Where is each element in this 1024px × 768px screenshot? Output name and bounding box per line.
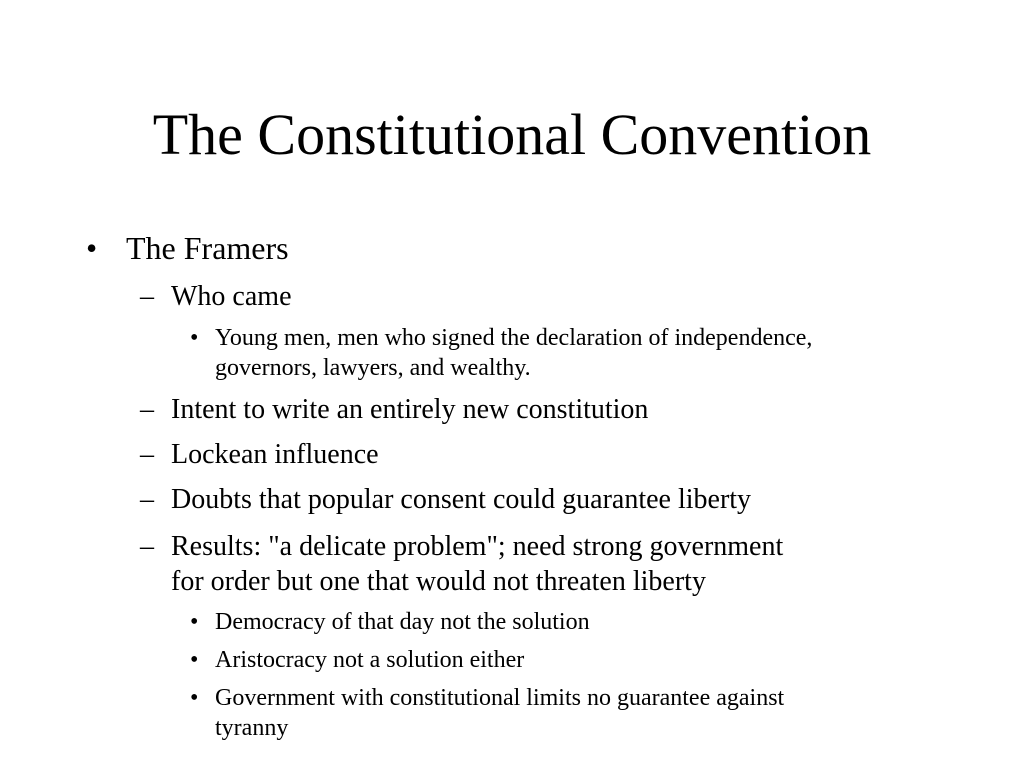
bullet-marker: • [190,685,199,711]
sub-bullet-intent: Intent to write an entirely new constitution [171,394,649,425]
slide-title: The Constitutional Convention [152,102,872,167]
dash-marker: – [140,531,154,562]
bullet-the-framers: The Framers [126,230,289,266]
bullet-marker: • [86,230,98,266]
sub-bullet-results-line2: for order but one that would not threaten liberty [171,566,706,597]
dash-marker: – [140,394,154,425]
bullet-marker: • [190,325,199,351]
results-point-democracy: Democracy of that day not the solution [215,609,590,635]
who-came-detail-line1: Young men, men who signed the declaration of independence, [215,325,813,351]
sub-bullet-lockean: Lockean influence [171,439,379,470]
sub-bullet-doubts: Doubts that popular consent could guarantee liberty [171,484,752,515]
results-point-government-line2: tyranny [215,715,289,741]
bullet-marker: • [190,609,199,635]
who-came-detail-line2: governors, lawyers, and wealthy. [215,355,531,381]
bullet-marker: • [190,647,199,673]
sub-bullet-who-came: Who came [171,281,292,312]
results-point-aristocracy: Aristocracy not a solution either [215,647,525,673]
dash-marker: – [140,484,154,515]
dash-marker: – [140,439,154,470]
sub-bullet-results-line1: Results: "a delicate problem"; need strong government [171,531,784,562]
results-point-government-line1: Government with constitutional limits no guarantee against [215,685,785,711]
dash-marker: – [140,281,154,312]
